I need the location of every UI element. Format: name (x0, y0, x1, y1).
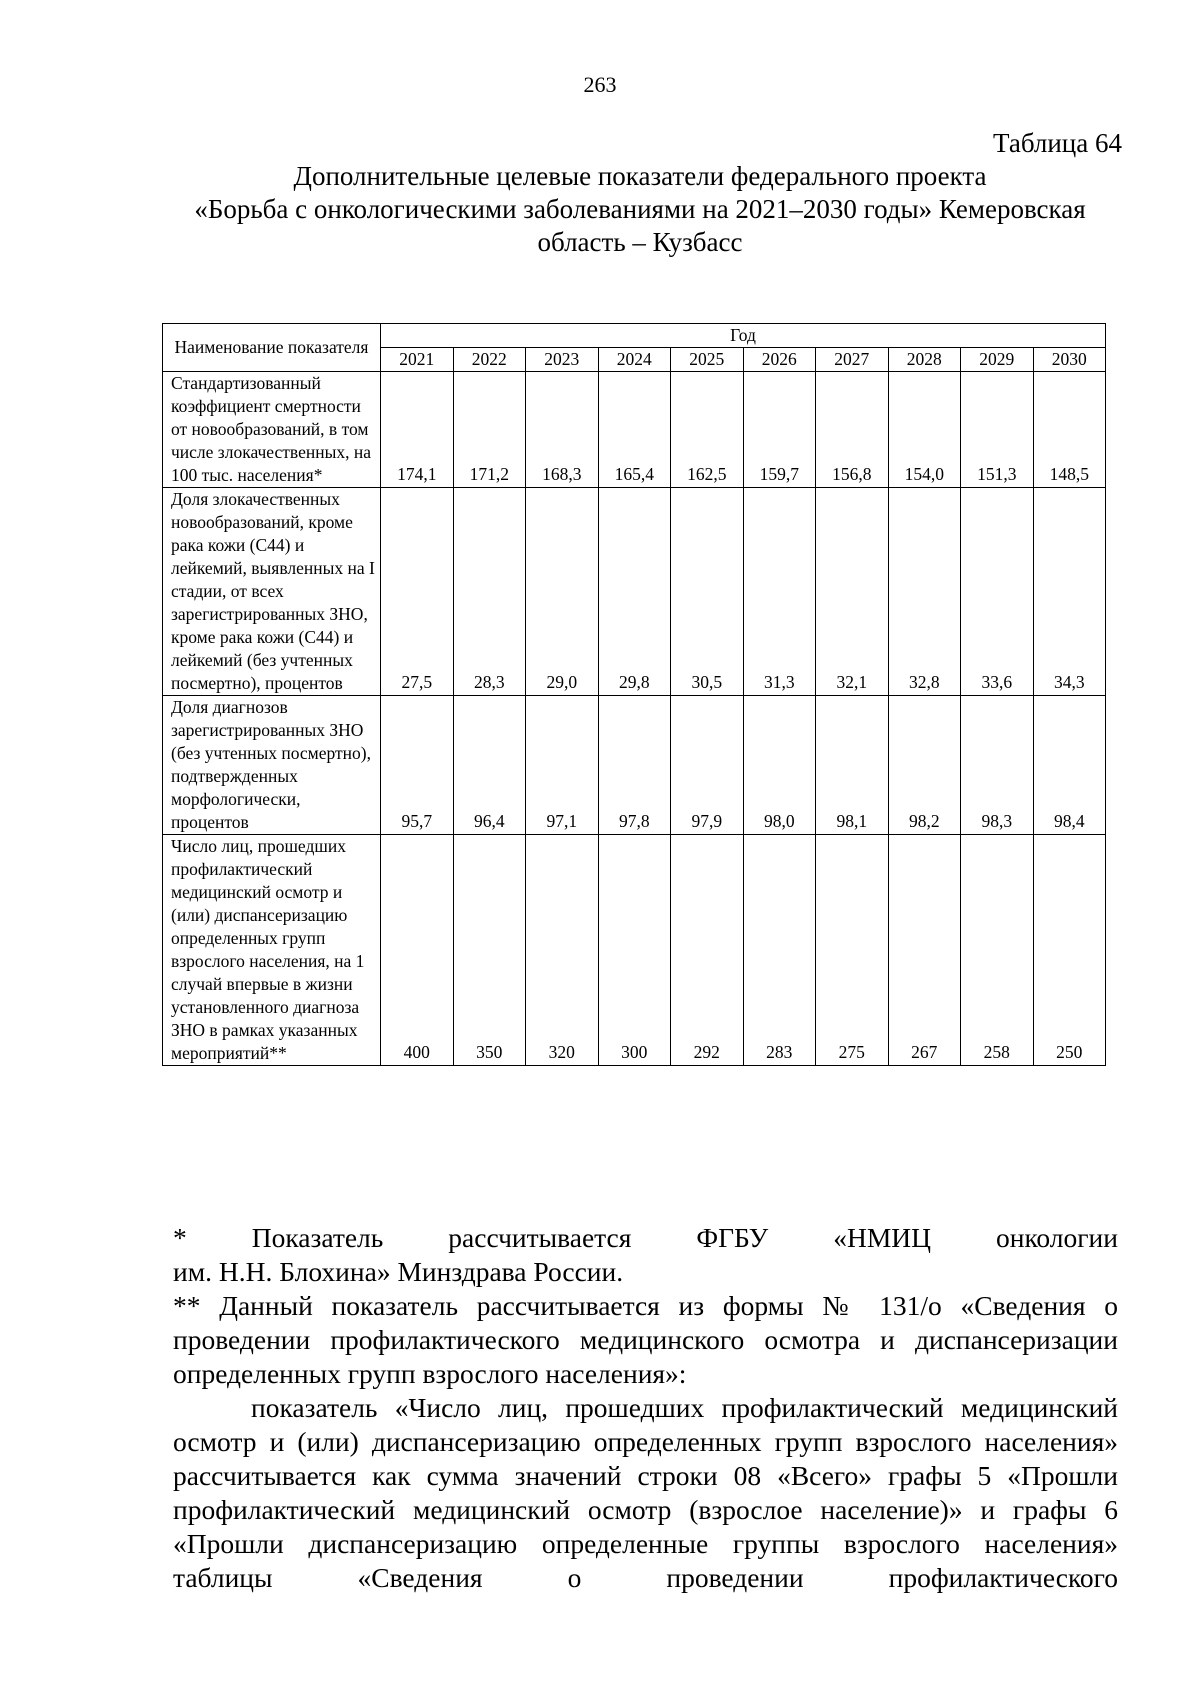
header-indicator-name: Наименование показателя (163, 324, 381, 372)
table-label: Таблица 64 (993, 128, 1122, 158)
year-header: 2030 (1033, 348, 1106, 372)
value-cell: 29,0 (526, 488, 599, 696)
value-cell: 98,0 (743, 696, 816, 835)
footnote-1-line-2: им. Н.Н. Блохина» Минздрава России. (173, 1256, 624, 1287)
indicator-name: Доля злокачественных новообразований, кроме рака кожи (С44) и лейкемий, выявленных на I стадии, от всех зарегистрированных ЗНО, кроме рака кожи (С44) и лейкемий (без учтенных посмертно), процентов (163, 488, 381, 696)
value-cell: 31,3 (743, 488, 816, 696)
indicators-table (162, 323, 1106, 1066)
value-cell: 97,8 (598, 696, 671, 835)
value-cell: 275 (816, 835, 889, 1066)
value-cell: 98,4 (1033, 696, 1106, 835)
year-header: 2021 (381, 348, 454, 372)
table-title-line: Дополнительные целевые показатели федерального проекта (293, 161, 987, 191)
indicator-name: Стандартизованный коэффициент смертности от новообразований, в том числе злокачественных, на 100 тыс. населения* (163, 372, 381, 488)
value-cell: 350 (453, 835, 526, 1066)
value-cell: 33,6 (961, 488, 1034, 696)
footnote-1-line-1: * Показатель рассчитывается ФГБУ «НМИЦ онкологии (173, 1222, 1118, 1253)
table-title-line: область – Кузбасс (537, 227, 743, 257)
value-cell: 320 (526, 835, 599, 1066)
year-header: 2028 (888, 348, 961, 372)
table-row (163, 835, 1106, 1066)
value-cell: 97,1 (526, 696, 599, 835)
value-cell: 159,7 (743, 372, 816, 488)
table-row (163, 696, 1106, 835)
value-cell: 258 (961, 835, 1034, 1066)
table-row (163, 372, 1106, 488)
value-cell: 151,3 (961, 372, 1034, 488)
value-cell: 156,8 (816, 372, 889, 488)
value-cell: 174,1 (381, 372, 454, 488)
value-cell: 171,2 (453, 372, 526, 488)
table-row (163, 488, 1106, 696)
value-cell: 283 (743, 835, 816, 1066)
indicator-name: Доля диагнозов зарегистрированных ЗНО (без учтенных посмертно), подтвержденных морфологически, процентов (163, 696, 381, 835)
value-cell: 34,3 (1033, 488, 1106, 696)
value-cell: 250 (1033, 835, 1106, 1066)
value-cell: 98,1 (816, 696, 889, 835)
header-year: Год (381, 324, 1106, 348)
value-cell: 97,9 (671, 696, 744, 835)
year-header: 2029 (961, 348, 1034, 372)
value-cell: 95,7 (381, 696, 454, 835)
body-paragraph: показатель «Число лиц, прошедших профилактический медицинский осмотр и (или) диспансеризацию определенных групп взрослого населения» рассчитывается как сумма значений строки 08 «Всего» графы 5 «Прошли профилактический медицинский осмотр (взрослое население)» и графы 6 «Прошли диспансеризацию определенные группы взрослого населения» таблицы «Сведения о проведении профилактического (173, 1392, 1118, 1593)
footnote-2: ** Данный показатель рассчитывается из формы № 131/о «Сведения о проведении профилактического медицинского осмотра и диспансеризации определенных групп взрослого населения»: (173, 1290, 1118, 1389)
value-cell: 165,4 (598, 372, 671, 488)
value-cell: 292 (671, 835, 744, 1066)
value-cell: 300 (598, 835, 671, 1066)
value-cell: 98,3 (961, 696, 1034, 835)
value-cell: 168,3 (526, 372, 599, 488)
value-cell: 98,2 (888, 696, 961, 835)
value-cell: 162,5 (671, 372, 744, 488)
value-cell: 267 (888, 835, 961, 1066)
year-header: 2026 (743, 348, 816, 372)
value-cell: 27,5 (381, 488, 454, 696)
table-title-line: «Борьба с онкологическими заболеваниями на 2021–2030 годы» Кемеровская (194, 194, 1086, 224)
value-cell: 28,3 (453, 488, 526, 696)
table-title (160, 160, 1120, 259)
value-cell: 29,8 (598, 488, 671, 696)
value-cell: 400 (381, 835, 454, 1066)
page-number: 263 (583, 72, 617, 97)
value-cell: 32,8 (888, 488, 961, 696)
indicator-name: Число лиц, прошедших профилактический медицинский осмотр и (или) диспансеризацию определенных групп взрослого населения, на 1 случай впервые в жизни установленного диагноза ЗНО в рамках указанных мероприятий** (163, 835, 381, 1066)
year-header: 2023 (526, 348, 599, 372)
year-header: 2024 (598, 348, 671, 372)
year-header: 2027 (816, 348, 889, 372)
value-cell: 32,1 (816, 488, 889, 696)
value-cell: 96,4 (453, 696, 526, 835)
year-header: 2022 (453, 348, 526, 372)
value-cell: 30,5 (671, 488, 744, 696)
value-cell: 148,5 (1033, 372, 1106, 488)
table-header-row (163, 324, 1106, 348)
year-header: 2025 (671, 348, 744, 372)
value-cell: 154,0 (888, 372, 961, 488)
footnotes (173, 1221, 1118, 1595)
